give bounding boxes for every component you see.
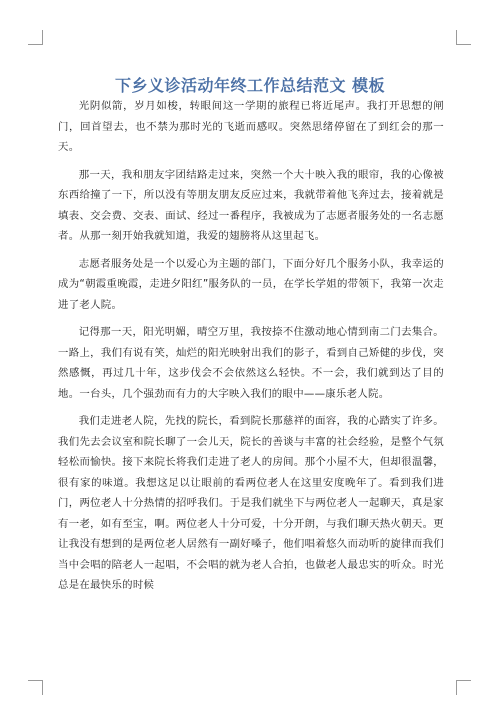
paragraph-3: 志愿者服务处是一个以爱心为主题的部门，下面分好几个服务小队，我幸运的成为“朝霞重晚霞，走进夕阳红”服务队的一员，在学长学姐的带领下，我第一次走进了老人院。 (58, 257, 444, 311)
paragraph-5: 我们走进老人院，先找的院长，看到院长那慈祥的面容，我的心踏实了许多。我们先去会议室和院长聊了一会儿天，院长的善谈与丰富的社会经验，是整个气氛轻松而愉快。接下来院长将我们走进了老人的房间。那个小屋不大，但却很温馨，很有家的味道。我想这足以让眼前的看两位老人在这里安度晚年了。看到我们进门，两位老人十分热情的招呼我们。于是我们就坐下与两位老人一起聊天，真是家有一老，如有至宝，啊。两位老人十分可爱，十分开朗，与我们聊天热火朝天。更让我没有想到的是两位老人居然有一副好嗓子，他们唱着悠久而动听的旋律而我们当中会唱的陪老人一起唱，不会唱的就为老人合拍，也做老人最忠实的听众。时光总是在最快乐的时候 (58, 415, 444, 591)
document-body (58, 96, 444, 603)
crop-mark-top-right (456, 30, 471, 45)
paragraph-1: 光阴似箭，岁月如梭，转眼间这一学期的旅程已将近尾声。我打开思想的闸门，回首望去，也不禁为那时光的飞逝而感叹。突然思绪停留在了到红会的那一天。 (58, 100, 444, 153)
crop-mark-bottom-right (456, 680, 471, 695)
paragraph-2: 那一天，我和朋友字团结路走过来，突然一个大十映入我的眼帘，我的心像被东西给撞了一下，所以没有等朋友朋友反应过来，我就带着他飞奔过去，接着就是填表、交会费、交表、面试、经过一番程序，我被成为了志愿者服务处的一名志愿者。从那一刻开始我就知道，我爱的翅膀将从这里起飞。 (58, 168, 444, 242)
crop-mark-top-left (28, 30, 43, 45)
paragraph-4: 记得那一天，阳光明媚，晴空万里，我按捺不住激动地心情到南二门去集合。一路上，我们有说有笑，灿烂的阳光映射出我们的影子，看到自己矫健的步伐，突然感慨，再过几十年，这步伐会不会依然这么轻快。不一会，我们就到达了目的地。一台头，几个强劲而有力的大字映入我们的眼中——康乐老人院。 (58, 326, 444, 400)
crop-mark-bottom-left (28, 680, 43, 695)
document-title: 下乡义诊活动年终工作总结范文 模板 (114, 75, 386, 95)
